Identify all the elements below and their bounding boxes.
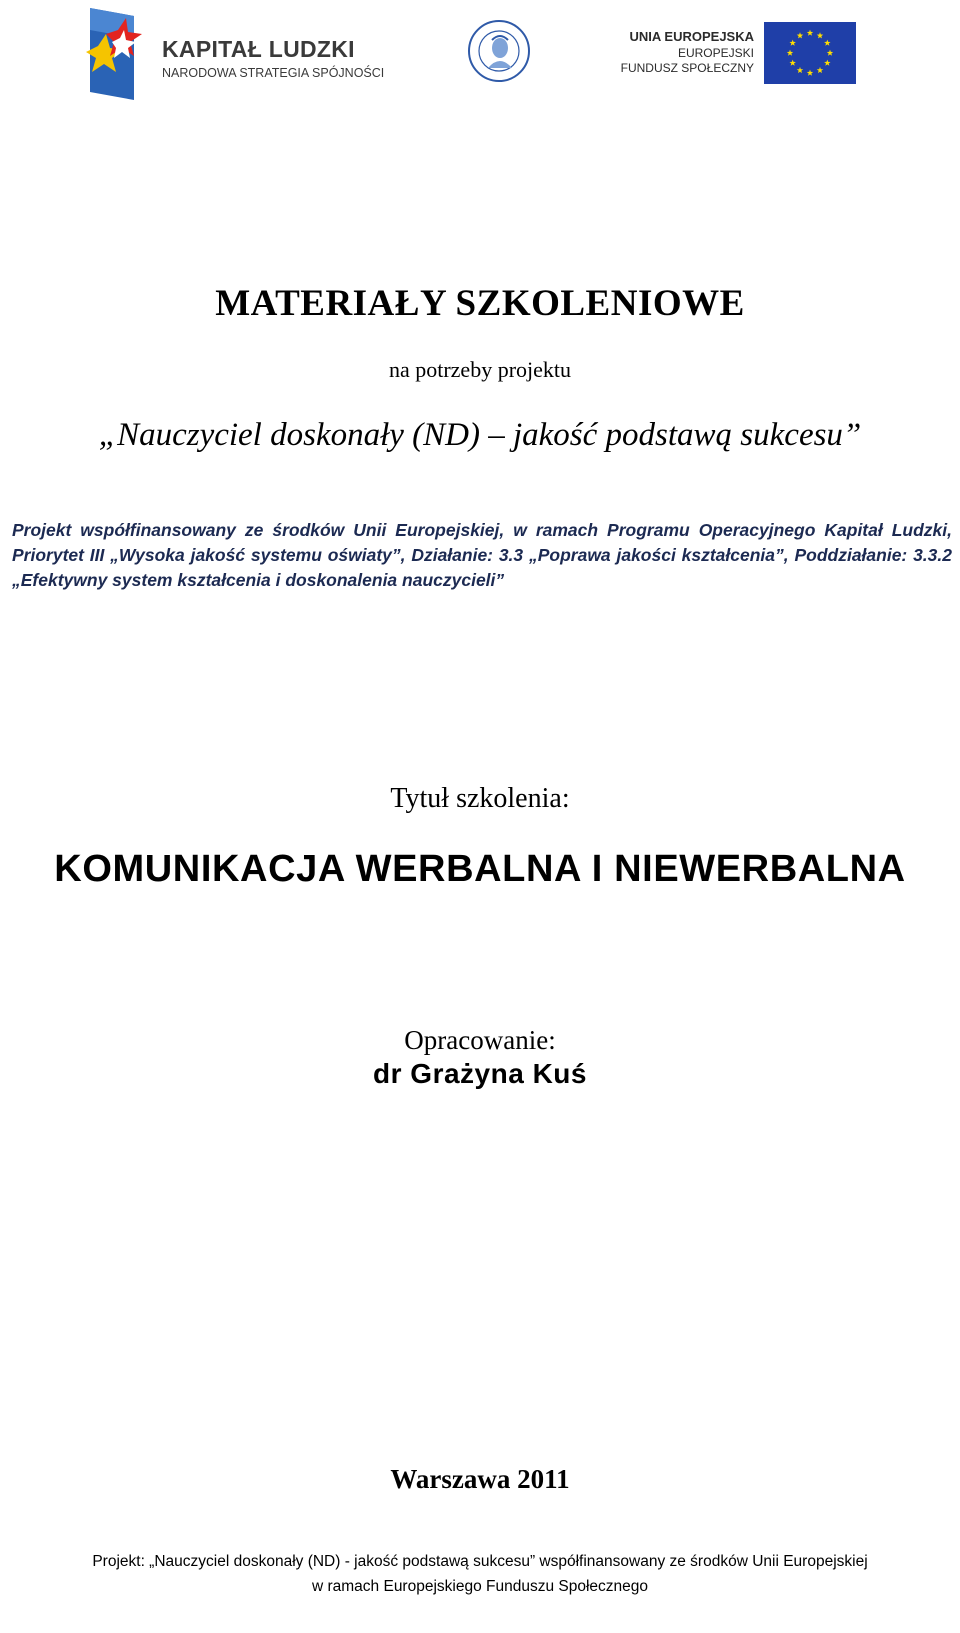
document-subtitle: na potrzeby projektu — [388, 357, 572, 382]
unia-europejska-logo — [620, 22, 856, 84]
kapital-ludzki-emblem-icon — [84, 8, 156, 100]
author-label: Opracowanie: — [404, 1025, 556, 1055]
kapital-ludzki-subtitle: NARODOWA STRATEGIA SPÓJNOŚCI — [162, 66, 385, 80]
uczelnia-warszawska-logo — [466, 18, 532, 84]
kapital-ludzki-title: KAPITAŁ LUDZKI — [162, 36, 355, 62]
document-title: MATERIAŁY SZKOLENIOWE — [215, 283, 745, 324]
eu-flag-icon — [764, 22, 856, 84]
place-and-year: Warszawa 2011 — [390, 1464, 570, 1494]
eu-logo-lines — [621, 46, 754, 76]
university-seal-icon — [466, 18, 532, 84]
eu-logo-line3: FUNDUSZ SPOŁECZNY — [620, 61, 754, 75]
kapital-ludzki-logo — [84, 8, 385, 100]
footer-line-2: w ramach Europejskiego Funduszu Społecznego — [311, 1578, 649, 1595]
training-title-label: Tytuł szkolenia: — [390, 783, 570, 814]
footer-line-1: Projekt: „Nauczyciel doskonały (ND) - jakość podstawą sukcesu” współfinansowany ze środków Unii Europejskiej — [92, 1553, 868, 1570]
author-name: dr Grażyna Kuś — [373, 1058, 587, 1089]
eu-logo-line1: UNIA EUROPEJSKA — [629, 29, 754, 44]
funding-statement: Projekt współfinansowany ze środków Unii Europejskiej, w ramach Programu Operacyjnego Kapitał Ludzki, Priorytet III „Wysoka jakość systemu oświaty”, Działanie: 3.3 „Poprawa jakości kształcenia”, Poddziałanie: 3.3.2 „Efektywny system kształcenia i doskonalenia nauczycieli” — [12, 520, 952, 590]
training-title: KOMUNIKACJA WERBALNA I NIEWERBALNA — [54, 848, 906, 890]
eu-logo-line2: EUROPEJSKI — [677, 46, 754, 60]
project-name: „Nauczyciel doskonały (ND) – jakość podstawą sukcesu” — [98, 417, 862, 453]
